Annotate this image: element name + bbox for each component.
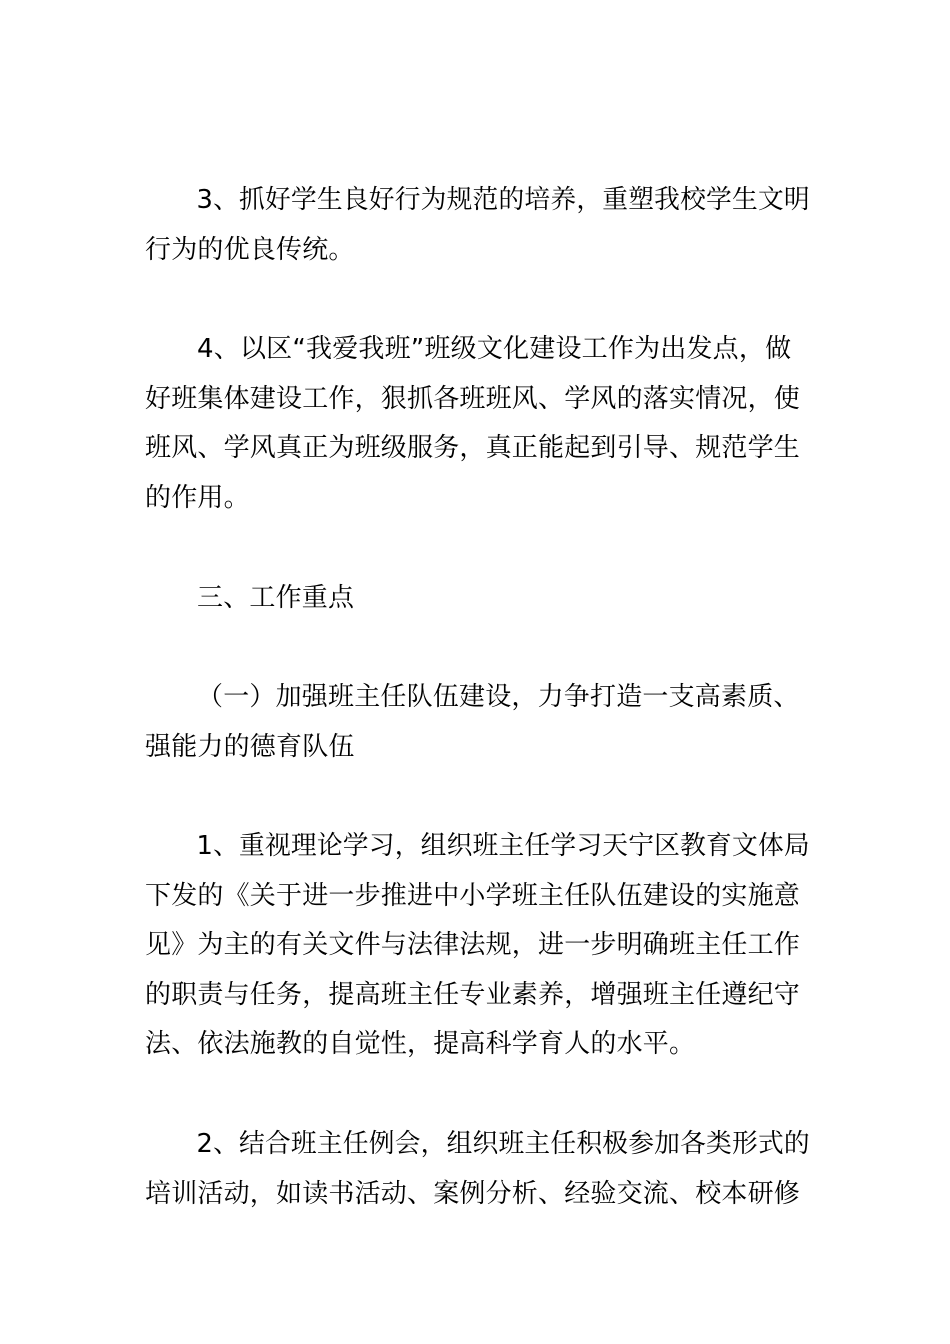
text-line: 3、抓好学生良好行为规范的培养，重塑我校学生文明 bbox=[196, 185, 810, 215]
text-line: 下发的《关于进一步推进中小学班主任队伍建设的实施意 bbox=[145, 880, 801, 911]
text-line: 强能力的德育队伍 bbox=[145, 731, 355, 762]
paragraph-item-4 bbox=[145, 325, 810, 523]
paragraph-item-3 bbox=[145, 176, 810, 275]
text-line: 法、依法施教的自觉性，提高科学育人的水平。 bbox=[145, 1029, 696, 1059]
text-line: 的作用。 bbox=[145, 482, 250, 513]
text-line: 班风、学风真正为班级服务，真正能起到引导、规范学生 bbox=[145, 433, 801, 463]
text-line: 见》为主的有关文件与法律法规，进一步明确班主任工作 bbox=[145, 930, 801, 960]
text-line: 1、重视理论学习，组织班主任学习天宁区教育文体局 bbox=[196, 831, 810, 861]
text-line: 4、以区“我爱我班”班级文化建设工作为出发点，做 bbox=[197, 334, 792, 364]
text-line: 培训活动，如读书活动、案例分析、经验交流、校本研修 bbox=[145, 1178, 801, 1209]
text-line: 三、工作重点 bbox=[197, 583, 355, 613]
paragraph-item-1 bbox=[145, 822, 810, 1070]
text-line: （一）加强班主任队伍建设，力争打造一支高素质、 bbox=[197, 682, 800, 712]
text-line: 的职责与任务，提高班主任专业素养，增强班主任遵纪守 bbox=[145, 979, 801, 1010]
text-line: 好班集体建设工作，狠抓各班班风、学风的落实情况，使 bbox=[145, 383, 801, 414]
section-heading bbox=[145, 574, 810, 624]
subsection-heading bbox=[145, 673, 810, 772]
text-line: 2、结合班主任例会，组织班主任积极参加各类形式的 bbox=[196, 1129, 810, 1159]
text-line: 行为的优良传统。 bbox=[145, 234, 355, 265]
paragraph-item-2 bbox=[145, 1120, 810, 1219]
